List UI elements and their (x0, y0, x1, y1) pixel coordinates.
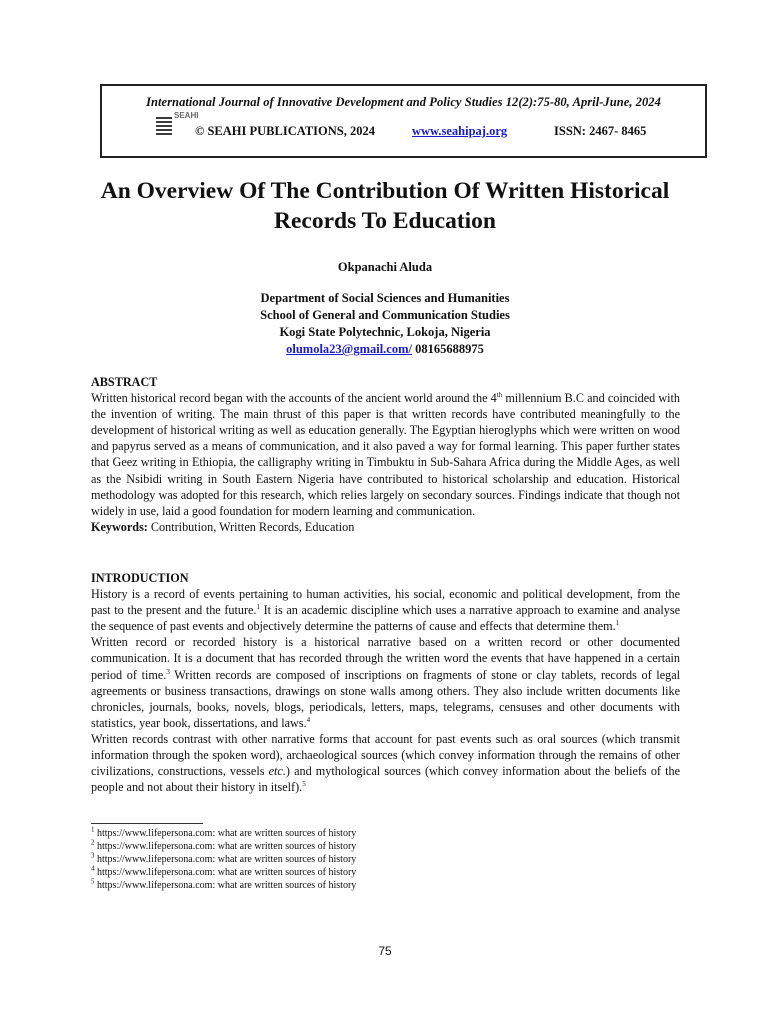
paper-title: An Overview Of The Contribution Of Written Historical Records To Education (100, 178, 670, 234)
footnotes (91, 825, 357, 893)
contact-line (0, 341, 770, 358)
intro-paragraph-2: Written record or recorded history is a historical narrative based on a written record or other documented communication. It is a document that has recorded through the written word the events that have happened in a certain period of time.$^3$ Written records are composed of inscriptions on fragments of stone or clay tablets, records of legal agreements or business transactions, drawings on stone walls among others. They also include written documents like chronicles, journals, books, novels, blogs, periodicals, letters, maps, telegrams, censuses and other documents with statistics, year book, dissertations, and laws.$^4$ (91, 635, 680, 730)
keywords-label: Keywords: (91, 519, 148, 534)
school: School of General and Communication Studies (260, 308, 510, 322)
issn-number: ISSN: 2467- 8465 (554, 124, 647, 138)
footnote-item: $^1$ https://www.lifepersona.com: what are written sources of history (91, 825, 357, 839)
footnote-item: $^4$ https://www.lifepersona.com: what are written sources of history (91, 864, 357, 878)
superscript-th: th (496, 391, 503, 400)
keywords (91, 519, 680, 535)
email-link[interactable]: olumola23@gmail.com/ (286, 342, 412, 356)
footnote-ref[interactable]: 1 (615, 619, 620, 628)
department: Department of Social Sciences and Humanities (260, 291, 510, 305)
keywords-list: Contribution, Written Records, Education (147, 519, 355, 534)
introduction-section (91, 570, 680, 795)
footnote-ref[interactable]: 5 (302, 780, 306, 789)
introduction-heading: INTRODUCTION (91, 571, 189, 585)
footnote-divider (91, 823, 203, 824)
abstract-text: Written historical record began with the accounts of the ancient world around the 4th millennium B.C and coincided with the invention of writing. The main thrust of this paper is that written records have contributed meaningfully to the development of historical writing as well as education generally. The Egyptian hieroglyphs which were written on wood and papyrus served as a means of communication, and it also paved a way for formal learning. This paper further states that Geez writing in Ethiopia, the calligraphy writing in Timbuktu in Sub-Sahara Africa during the Middle Ages, as well as the Nsibidi writing in South Eastern Nigeria have contributed to historical scholarship and education. Historical methodology was adopted for this research, which relies largely on secondary sources. Findings indicate that though not widely in use, laid a good foundation for modern learning and communication. (91, 391, 680, 518)
journal-header (100, 84, 707, 158)
journal-citation: International Journal of Innovative Development and Policy Studies 12(2):75-80, April-June, 2024 (146, 95, 661, 109)
footnote-ref[interactable]: 4 (306, 715, 311, 724)
footnote-item: $^5$ https://www.lifepersona.com: what are written sources of history (91, 877, 357, 891)
footnote-ref[interactable]: 1 (256, 603, 260, 612)
author-affiliation (0, 290, 770, 358)
logo-label: SEAHI (174, 111, 199, 120)
footnote-item: $^3$ https://www.lifepersona.com: what are written sources of history (91, 851, 357, 865)
footnote-item: $^2$ https://www.lifepersona.com: what are written sources of history (91, 838, 357, 852)
footnote-ref[interactable]: 3 (166, 667, 170, 676)
intro-paragraph-1: History is a record of events pertaining to human activities, his social, economic and political development, from the past to the present and the future.$^1$ It is an academic discipline which uses a narrative approach to examine and analyse the sequence of past events and objectively determine the patterns of cause and effects that determine them.$^1$ (91, 587, 681, 634)
page-number: 75 (378, 944, 392, 958)
publisher-website-link[interactable]: www.seahipaj.org (412, 124, 508, 138)
book-icon (156, 115, 172, 135)
author-name: Okpanachi Aluda (337, 260, 433, 274)
institution: Kogi State Polytechnic, Lokoja, Nigeria (279, 325, 491, 339)
intro-paragraph-3: Written records contrast with other narrative forms that account for past events such as oral sources (which transmit information through the spoken word), archaeological sources (which convey information through the remains of other civilizations, constructions, vessels etc.) and mythological sources (which convey information about the beliefs of the people and not about their history in itself).$^5$ (91, 731, 680, 795)
publisher-logo (156, 111, 199, 139)
phone-number: 08165688975 (415, 342, 484, 356)
abstract-heading: ABSTRACT (91, 375, 158, 389)
abstract-section (91, 374, 680, 535)
copyright-notice: © SEAHI PUBLICATIONS, 2024 (195, 124, 375, 138)
